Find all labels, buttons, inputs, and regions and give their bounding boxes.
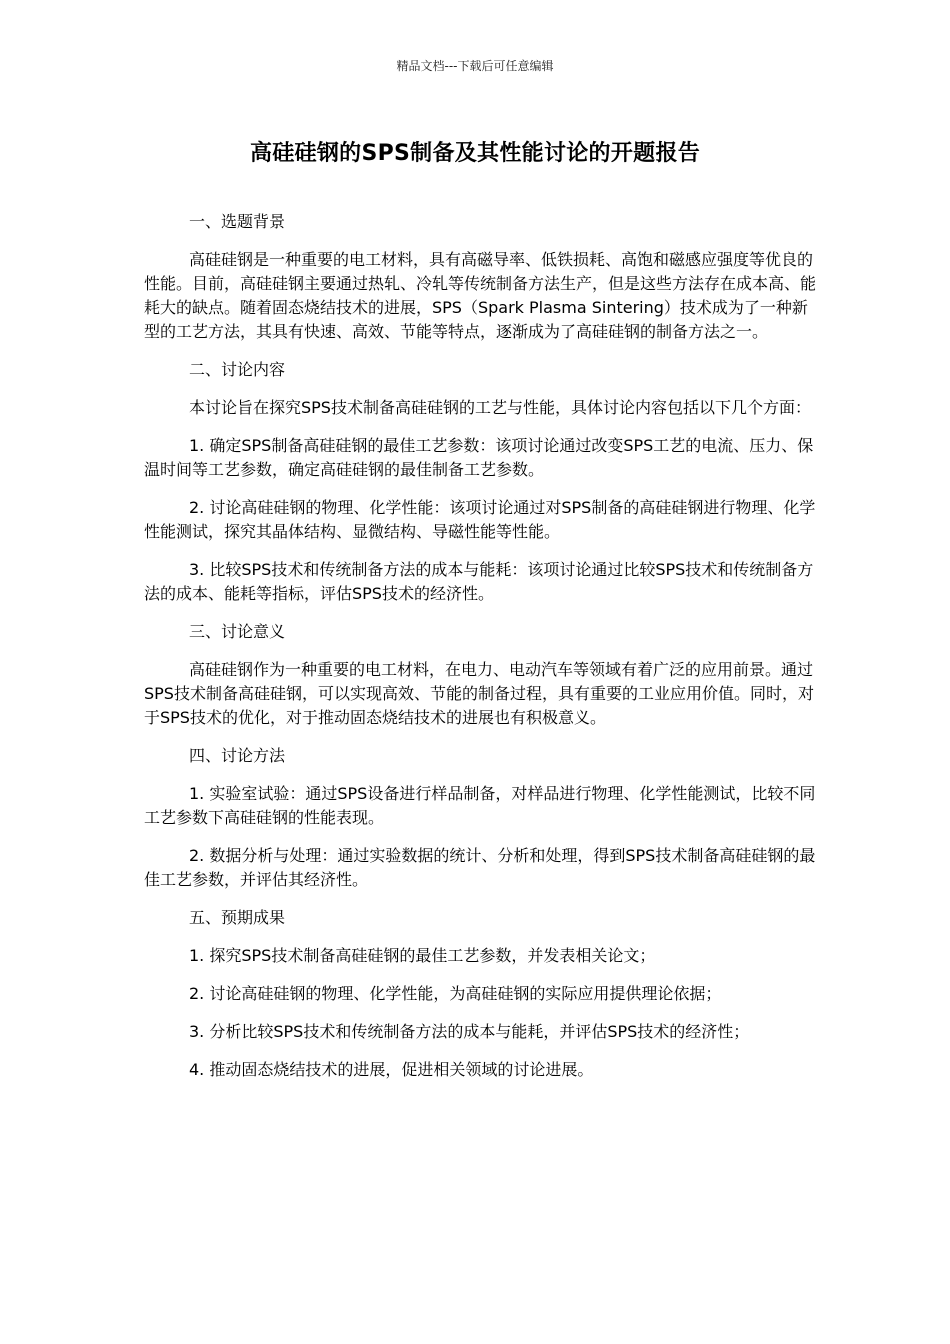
document-title: 高硅硅钢的SPS制备及其性能讨论的开题报告 [249, 141, 701, 166]
paragraph: 高硅硅钢作为一种重要的电工材料，在电力、电动汽车等领域有着广泛的应用前景。通过SPS技术制备高硅硅钢，可以实现高效、节能的制备过程，具有重要的工业应用价值。同时，对于SPS技术的优化，对于推动固态烧结技术的进展也有积极意义。 [144, 660, 814, 727]
list-item: 2. 讨论高硅硅钢的物理、化学性能，为高硅硅钢的实际应用提供理论依据； [189, 984, 722, 1003]
document-body [144, 210, 816, 1096]
section-heading: 四、讨论方法 [189, 746, 286, 765]
list-item: 1. 探究SPS技术制备高硅硅钢的最佳工艺参数，并发表相关论文； [189, 946, 656, 965]
section-heading: 二、讨论内容 [189, 360, 286, 379]
list-item: 4. 推动固态烧结技术的进展，促进相关领域的讨论进展。 [189, 1060, 594, 1079]
section-heading: 五、预期成果 [189, 908, 286, 927]
list-item: 2. 讨论高硅硅钢的物理、化学性能：该项讨论通过对SPS制备的高硅硅钢进行物理、化学性能测试，探究其晶体结构、显微结构、导磁性能等性能。 [144, 498, 816, 541]
list-item: 3. 比较SPS技术和传统制备方法的成本与能耗：该项讨论通过比较SPS技术和传统制备方法的成本、能耗等指标，评估SPS技术的经济性。 [144, 560, 814, 603]
list-item: 3. 分析比较SPS技术和传统制备方法的成本与能耗，并评估SPS技术的经济性； [189, 1022, 750, 1041]
list-item: 1. 确定SPS制备高硅硅钢的最佳工艺参数：该项讨论通过改变SPS工艺的电流、压力、保温时间等工艺参数，确定高硅硅钢的最佳制备工艺参数。 [144, 436, 814, 479]
header-note: 精品文档---下载后可任意编辑 [396, 59, 554, 73]
paragraph: 高硅硅钢是一种重要的电工材料，具有高磁导率、低铁损耗、高饱和磁感应强度等优良的性能。目前，高硅硅钢主要通过热轧、冷轧等传统制备方法生产，但是这些方法存在成本高、能耗大的缺点。随着固态烧结技术的进展，SPS（Spark Plasma Sintering）技术成为了一种新型的工艺方法，其具有快速、高效、节能等特点，逐渐成为了高硅硅钢的制备方法之一。 [144, 250, 817, 341]
list-item: 2. 数据分析与处理：通过实验数据的统计、分析和处理，得到SPS技术制备高硅硅钢的最佳工艺参数，并评估其经济性。 [144, 846, 816, 889]
section-heading: 一、选题背景 [189, 212, 286, 231]
section-heading: 三、讨论意义 [189, 622, 286, 641]
list-item: 1. 实验室试验：通过SPS设备进行样品制备，对样品进行物理、化学性能测试，比较不同工艺参数下高硅硅钢的性能表现。 [144, 784, 816, 827]
paragraph: 本讨论旨在探究SPS技术制备高硅硅钢的工艺与性能，具体讨论内容包括以下几个方面： [189, 398, 811, 417]
